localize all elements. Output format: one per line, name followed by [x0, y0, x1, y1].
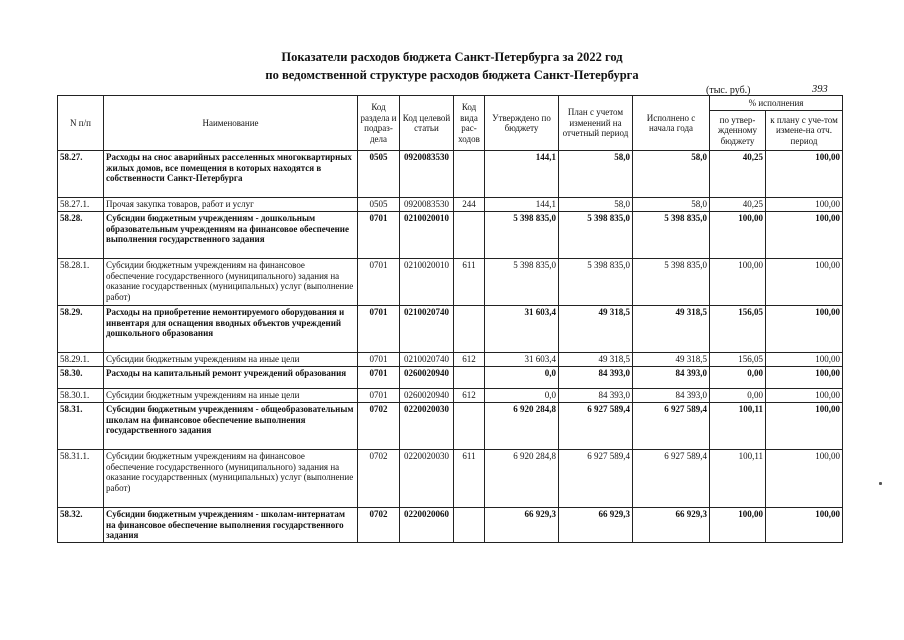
row-executed: 84 393,0	[633, 367, 710, 389]
row-pct-plan: 100,00	[766, 151, 843, 198]
row-num: 58.30.1.	[58, 389, 104, 403]
header-pct-budget: по утвер-жденному бюджету	[710, 111, 766, 151]
header-expense-type-code: Код вида рас-ходов	[454, 96, 485, 151]
row-plan: 5 398 835,0	[559, 259, 633, 306]
row-approved: 144,1	[485, 198, 559, 212]
header-num: N п/п	[58, 96, 104, 151]
header-target-code: Код целевой статьи	[400, 96, 454, 151]
row-executed: 49 318,5	[633, 306, 710, 353]
row-section-code: 0701	[358, 259, 400, 306]
row-target-code: 0210020010	[400, 212, 454, 259]
row-pct-budget: 100,00	[710, 259, 766, 306]
row-name: Субсидии бюджетным учреждениям - школам-интернатам на финансовое обеспечение выполнения государственного задания	[104, 508, 358, 543]
expenditure-table	[57, 95, 843, 543]
header-name: Наименование	[104, 96, 358, 151]
row-pct-budget: 100,00	[710, 212, 766, 259]
row-approved: 66 929,3	[485, 508, 559, 543]
row-approved: 144,1	[485, 151, 559, 198]
row-section-code: 0505	[358, 198, 400, 212]
row-approved: 0,0	[485, 389, 559, 403]
row-approved: 5 398 835,0	[485, 212, 559, 259]
row-expense-type	[454, 306, 485, 353]
row-executed: 58,0	[633, 151, 710, 198]
table-row	[58, 151, 843, 198]
row-num: 58.27.	[58, 151, 104, 198]
page-number: 393	[812, 84, 828, 95]
table-row	[58, 259, 843, 306]
row-num: 58.28.	[58, 212, 104, 259]
row-pct-budget: 156,05	[710, 353, 766, 367]
units-label: (тыс. руб.)	[706, 85, 751, 96]
row-section-code: 0702	[358, 403, 400, 450]
table-row	[58, 198, 843, 212]
table-row	[58, 403, 843, 450]
row-plan: 5 398 835,0	[559, 212, 633, 259]
row-name: Субсидии бюджетным учреждениям - общеобразовательным школам на финансовое обеспечение выполнения государственного задания	[104, 403, 358, 450]
row-name: Прочая закупка товаров, работ и услуг	[104, 198, 358, 212]
row-num: 58.28.1.	[58, 259, 104, 306]
row-pct-budget: 40,25	[710, 151, 766, 198]
row-executed: 58,0	[633, 198, 710, 212]
row-pct-budget: 156,05	[710, 306, 766, 353]
row-expense-type	[454, 367, 485, 389]
row-target-code: 0220020030	[400, 450, 454, 508]
row-plan: 58,0	[559, 198, 633, 212]
table-row	[58, 508, 843, 543]
row-name: Субсидии бюджетным учреждениям на финансовое обеспечение государственного (муниципального) задания на оказание государственных (муниципальных) услуг (выполнение работ)	[104, 259, 358, 306]
row-pct-plan: 100,00	[766, 198, 843, 212]
row-pct-budget: 100,00	[710, 508, 766, 543]
table-row	[58, 450, 843, 508]
header-approved: Утверждено по бюджету	[485, 96, 559, 151]
table-body	[58, 151, 843, 543]
row-pct-budget: 100,11	[710, 450, 766, 508]
row-section-code: 0505	[358, 151, 400, 198]
table-row	[58, 389, 843, 403]
row-name: Субсидии бюджетным учреждениям на финансовое обеспечение государственного (муниципального) задания на оказание государственных (муниципальных) услуг (выполнение работ)	[104, 450, 358, 508]
row-executed: 84 393,0	[633, 389, 710, 403]
row-executed: 5 398 835,0	[633, 259, 710, 306]
row-pct-plan: 100,00	[766, 212, 843, 259]
row-name: Субсидии бюджетным учреждениям на иные цели	[104, 389, 358, 403]
row-pct-plan: 100,00	[766, 353, 843, 367]
row-section-code: 0701	[358, 212, 400, 259]
row-section-code: 0701	[358, 353, 400, 367]
row-num: 58.29.	[58, 306, 104, 353]
row-expense-type	[454, 212, 485, 259]
row-plan: 6 927 589,4	[559, 403, 633, 450]
row-section-code: 0701	[358, 306, 400, 353]
row-plan: 6 927 589,4	[559, 450, 633, 508]
row-expense-type: 611	[454, 450, 485, 508]
row-executed: 6 927 589,4	[633, 403, 710, 450]
row-approved: 6 920 284,8	[485, 450, 559, 508]
header-plan: План с учетом изменений на отчетный период	[559, 96, 633, 151]
header-section-code: Код раздела и подраз-дела	[358, 96, 400, 151]
row-num: 58.32.	[58, 508, 104, 543]
row-target-code: 0260020940	[400, 389, 454, 403]
row-executed: 66 929,3	[633, 508, 710, 543]
header-pct-plan: к плану с уче-том измене-на отч. период	[766, 111, 843, 151]
row-pct-budget: 0,00	[710, 389, 766, 403]
row-plan: 84 393,0	[559, 389, 633, 403]
table-row	[58, 353, 843, 367]
row-target-code: 0260020940	[400, 367, 454, 389]
row-pct-plan: 100,00	[766, 389, 843, 403]
row-name: Расходы на снос аварийных расселенных многоквартирных жилых домов, все помещения в которых находятся в собственности Санкт-Петербурга	[104, 151, 358, 198]
row-executed: 6 927 589,4	[633, 450, 710, 508]
row-plan: 58,0	[559, 151, 633, 198]
row-pct-plan: 100,00	[766, 367, 843, 389]
row-approved: 31 603,4	[485, 353, 559, 367]
row-expense-type: 612	[454, 389, 485, 403]
row-executed: 5 398 835,0	[633, 212, 710, 259]
row-target-code: 0920083530	[400, 151, 454, 198]
row-pct-budget: 0,00	[710, 367, 766, 389]
row-plan: 84 393,0	[559, 367, 633, 389]
row-expense-type: 612	[454, 353, 485, 367]
row-approved: 0,0	[485, 367, 559, 389]
header-executed: Исполнено с начала года	[633, 96, 710, 151]
scan-speck	[879, 482, 882, 485]
row-section-code: 0701	[358, 389, 400, 403]
row-num: 58.30.	[58, 367, 104, 389]
row-name: Субсидии бюджетным учреждениям - дошкольным образовательным учреждениям на финансовое обеспечение выполнения государственного задания	[104, 212, 358, 259]
row-section-code: 0702	[358, 450, 400, 508]
row-expense-type	[454, 508, 485, 543]
row-expense-type	[454, 151, 485, 198]
row-target-code: 0210020010	[400, 259, 454, 306]
row-name: Субсидии бюджетным учреждениям на иные цели	[104, 353, 358, 367]
table-row	[58, 212, 843, 259]
table-row	[58, 306, 843, 353]
table-row	[58, 367, 843, 389]
header-execution-percent: % исполнения	[710, 96, 843, 111]
row-expense-type	[454, 403, 485, 450]
row-expense-type: 611	[454, 259, 485, 306]
row-plan: 66 929,3	[559, 508, 633, 543]
row-expense-type: 244	[454, 198, 485, 212]
row-target-code: 0210020740	[400, 353, 454, 367]
row-name: Расходы на капитальный ремонт учреждений образования	[104, 367, 358, 389]
row-pct-plan: 100,00	[766, 508, 843, 543]
row-approved: 5 398 835,0	[485, 259, 559, 306]
row-pct-budget: 100,11	[710, 403, 766, 450]
row-num: 58.29.1.	[58, 353, 104, 367]
row-section-code: 0702	[358, 508, 400, 543]
row-target-code: 0920083530	[400, 198, 454, 212]
row-plan: 49 318,5	[559, 306, 633, 353]
row-target-code: 0210020740	[400, 306, 454, 353]
row-target-code: 0220020030	[400, 403, 454, 450]
row-executed: 49 318,5	[633, 353, 710, 367]
row-pct-budget: 40,25	[710, 198, 766, 212]
document-title-line-2: по ведомственной структуре расходов бюджета Санкт-Петербурга	[265, 68, 639, 82]
row-section-code: 0701	[358, 367, 400, 389]
row-num: 58.31.	[58, 403, 104, 450]
row-pct-plan: 100,00	[766, 403, 843, 450]
row-approved: 31 603,4	[485, 306, 559, 353]
row-pct-plan: 100,00	[766, 259, 843, 306]
row-plan: 49 318,5	[559, 353, 633, 367]
row-pct-plan: 100,00	[766, 450, 843, 508]
row-approved: 6 920 284,8	[485, 403, 559, 450]
row-num: 58.27.1.	[58, 198, 104, 212]
row-pct-plan: 100,00	[766, 306, 843, 353]
row-target-code: 0220020060	[400, 508, 454, 543]
row-num: 58.31.1.	[58, 450, 104, 508]
document-title-line-1: Показатели расходов бюджета Санкт-Петербурга за 2022 год	[281, 50, 623, 64]
row-name: Расходы на приобретение немонтируемого оборудования и инвентаря для оснащения вводных объектов учреждений дошкольного образования	[104, 306, 358, 353]
